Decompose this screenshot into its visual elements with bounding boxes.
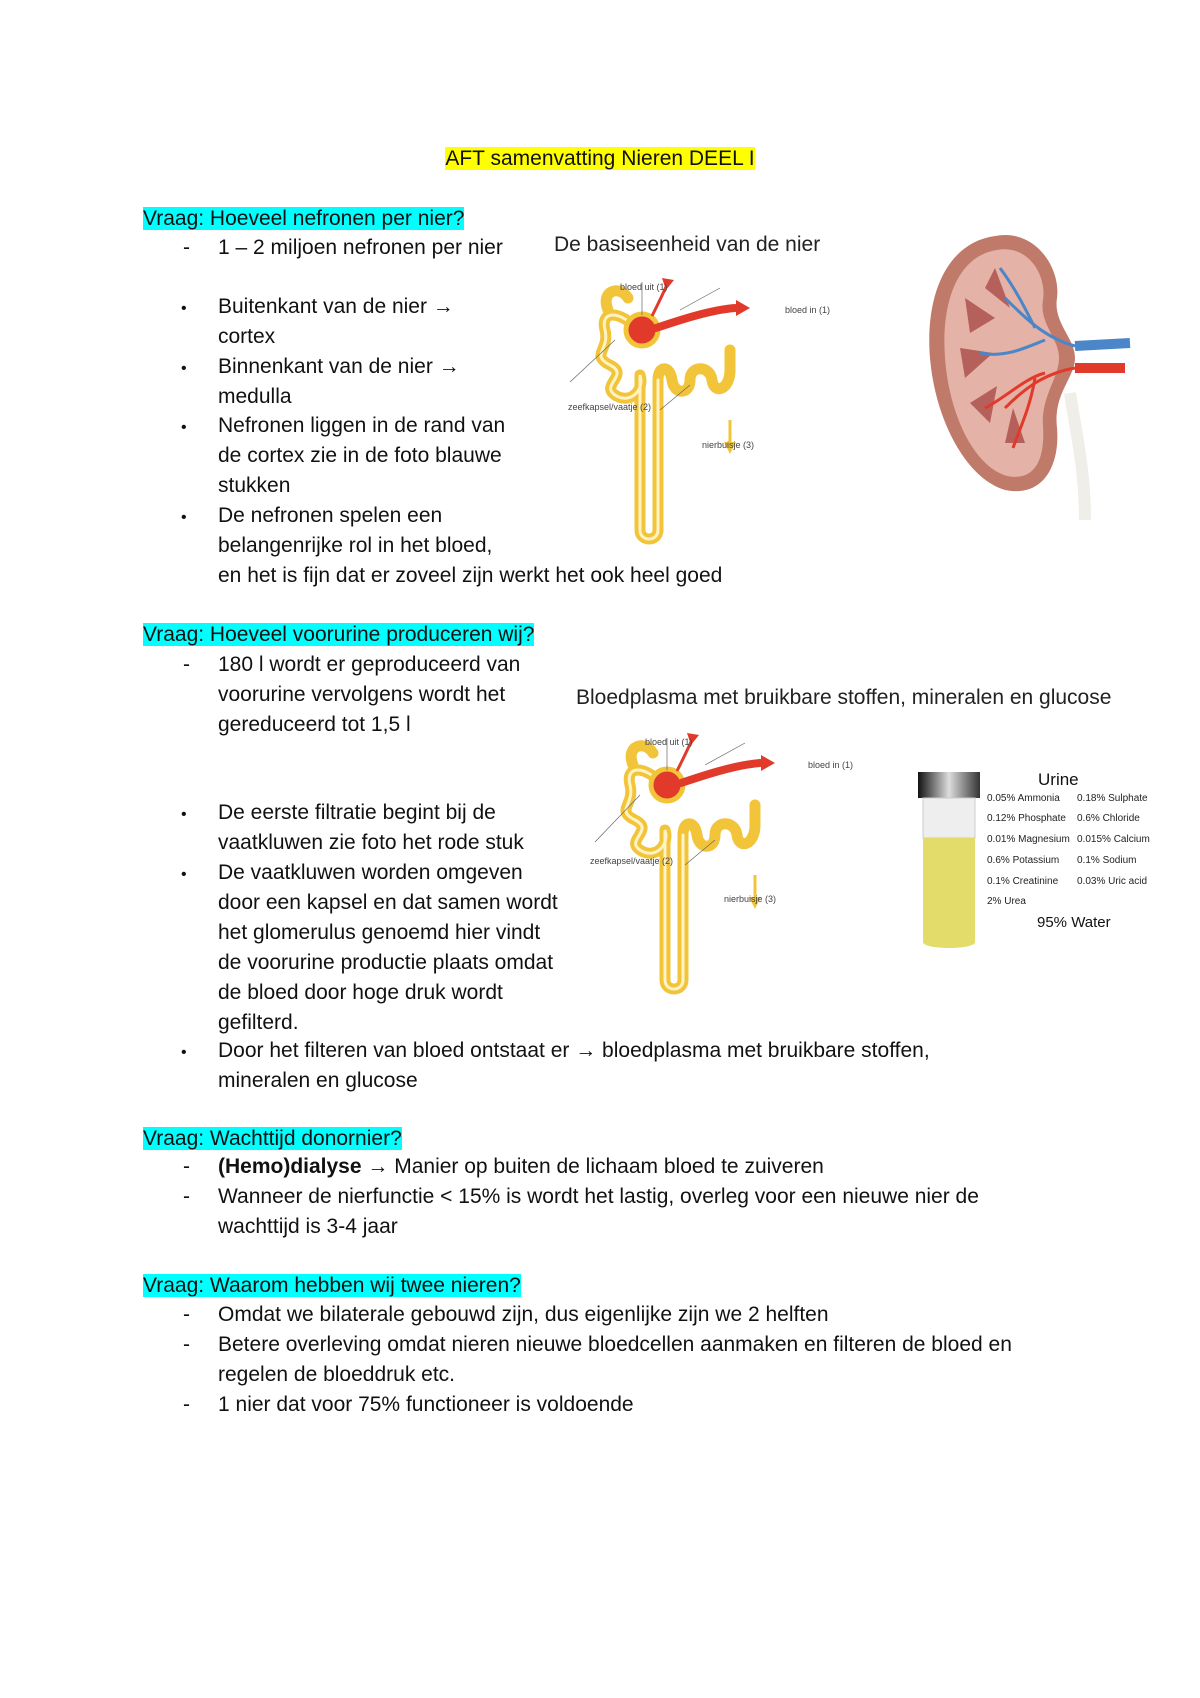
list-item: Buitenkant van de nier → cortex [218,295,454,348]
list-marker: - [183,1333,190,1356]
list-item: Binnenkant van de nier → medulla [218,355,460,408]
urine-component: 0.1% Creatinine [987,876,1059,887]
urine-component: 0.05% Ammonia [987,793,1060,804]
urine-component: 0.01% Magnesium [987,834,1070,845]
diagram-label: nierbuisje (3) [724,894,777,904]
list-marker: - [183,1393,190,1416]
list-item-continuation: en het is fijn dat er zoveel zijn werkt het ook heel goed [218,564,723,587]
list-marker: • [181,419,187,436]
diagram-label: bloed uit (1) [620,282,668,292]
urine-component: 0.12% Phosphate [987,813,1066,824]
list-marker: • [181,509,187,526]
document-title: AFT samenvatting Nieren DEEL I [445,147,755,170]
urine-component: 0.6% Potassium [987,855,1060,866]
urine-component: 0.6% Chloride [1077,813,1140,824]
list-item: Wanneer de nierfunctie < 15% is wordt het lastig, overleg voor een nieuwe nier de wachttijd is 3-4 jaar [218,1185,979,1238]
list-marker: - [183,1185,190,1208]
list-marker: - [183,236,190,259]
diagram-label: bloed in (1) [785,305,831,315]
diagram-label: zeefkapsel/vaatje (2) [590,856,674,866]
question-heading: Vraag: Wachttijd donornier? [143,1127,402,1150]
list-marker: - [183,1303,190,1326]
kidney-cross-section-image [925,228,1135,523]
list-item [218,1152,824,1182]
list-item: Omdat we bilaterale gebouwd zijn, dus eigenlijke zijn we 2 helften [218,1303,829,1326]
urine-component: 0.1% Sodium [1077,855,1137,866]
list-item: De eerste filtratie begint bij de vaatkluwen zie foto het rode stuk [218,801,524,854]
urine-component: 0.015% Calcium [1077,834,1150,845]
question-heading: Vraag: Waarom hebben wij twee nieren? [143,1274,521,1297]
list-marker: • [181,866,187,883]
list-item: Betere overleving omdat nieren nieuwe bloedcellen aanmaken en filteren de bloed en regelen de bloeddruk etc. [218,1333,1012,1386]
urine-component: 2% Urea [987,896,1026,907]
list-item: 1 – 2 miljoen nefronen per nier [218,236,503,259]
urine-title: Urine [1038,770,1079,789]
list-marker: • [181,806,187,823]
list-marker: • [181,1044,187,1061]
list-item: De nefronen spelen een belangenrijke rol in het bloed, [218,504,493,557]
list-item: Door het filteren van bloed ontstaat er → bloedplasma met bruikbare stoffen, mineralen en glucose [218,1039,930,1092]
list-marker: - [183,1155,190,1178]
list-marker: • [181,300,187,317]
figure-caption: Bloedplasma met bruikbare stoffen, mineralen en glucose [576,686,1112,709]
urine-water: 95% Water [1037,914,1111,931]
figure-caption: De basiseenheid van de nier [554,233,821,256]
list-marker: • [181,360,187,377]
list-item: 1 nier dat voor 75% functioneer is voldoende [218,1393,634,1416]
list-item: Nefronen liggen in de rand van de cortex zie in de foto blauwe stukken [218,414,506,497]
diagram-label: bloed uit (1) [645,737,693,747]
diagram-label: bloed in (1) [808,760,854,770]
question-heading: Vraag: Hoeveel voorurine produceren wij? [143,623,535,646]
list-item: De vaatkluwen worden omgeven door een kapsel en dat samen wordt het glomerulus genoemd hier vindt de voorurine productie plaats omdat de bloed door hoge druk wordt gefilterd. [218,861,558,1034]
urine-component: 0.03% Uric acid [1077,876,1148,887]
urine-tube-image [918,772,980,952]
list-marker: - [183,653,190,676]
list-item: 180 l wordt er geproduceerd van voorurine vervolgens wordt het gereduceerd tot 1,5 l [218,653,521,736]
list-item-text: → Manier op buiten de lichaam bloed te zuiveren [361,1155,824,1178]
urine-component: 0.18% Sulphate [1077,793,1148,804]
question-heading: Vraag: Hoeveel nefronen per nier? [143,207,465,230]
diagram-label: nierbuisje (3) [702,440,755,450]
diagram-label: zeefkapsel/vaatje (2) [568,402,652,412]
list-item-bold: (Hemo)dialyse [218,1155,362,1178]
